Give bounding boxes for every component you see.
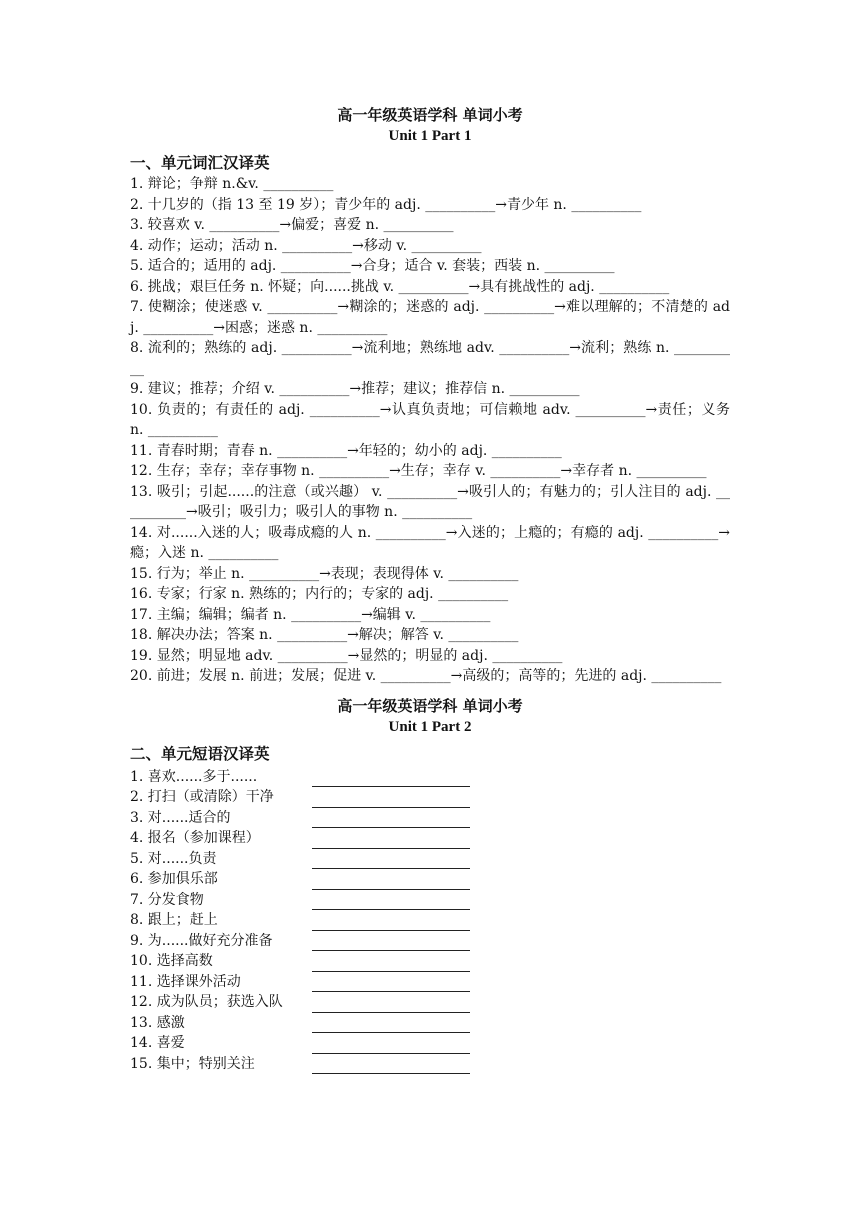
- vocab-list: [130, 174, 730, 687]
- phrase-label: 4. 报名（参加课程）: [130, 830, 260, 846]
- answer-blank[interactable]: [312, 852, 470, 869]
- answer-blank[interactable]: [312, 934, 470, 951]
- phrase-item: [130, 787, 730, 808]
- vocab-item: 18. 解决办法；答案 n. __________→解决；解答 v. __________: [130, 627, 519, 643]
- phrase-label: 12. 成为队员；获选入队: [130, 994, 283, 1010]
- answer-blank[interactable]: [312, 1037, 470, 1054]
- vocab-item: 14. 对......入迷的人；吸毒成瘾的人 n. __________→入迷的；上瘾的；有瘾的 adj. __________→瘾；入迷 n. __________: [130, 524, 730, 561]
- vocab-item: 4. 动作；运动；活动 n. __________→移动 v. __________: [130, 237, 482, 254]
- document-page: [130, 104, 730, 1074]
- phrase-label: 5. 对......负责: [130, 850, 217, 867]
- phrase-list: [130, 767, 730, 1075]
- vocab-item: 1. 辩论；争辩 n.&v. __________: [130, 176, 334, 192]
- quiz-title: 高一年级英语学科 单词小考: [337, 106, 523, 124]
- phrase-item: [130, 890, 730, 911]
- answer-blank[interactable]: [312, 996, 470, 1013]
- answer-blank[interactable]: [312, 811, 470, 828]
- phrase-label: 14. 喜爱: [130, 1035, 185, 1051]
- answer-blank[interactable]: [312, 873, 470, 890]
- answer-blank[interactable]: [312, 975, 470, 992]
- vocab-item: 2. 十几岁的（指 13 至 19 岁）；青少年的 adj. __________→青少年 n. __________: [130, 196, 642, 213]
- part1: [130, 104, 730, 687]
- answer-blank[interactable]: [312, 791, 470, 808]
- vocab-item: 11. 青春时期；青春 n. __________→年轻的；幼小的 adj. __________: [130, 442, 562, 459]
- vocab-item: 5. 适合的；适用的 adj. __________→合身；适合 v. 套装；西装 n. __________: [130, 258, 615, 274]
- phrase-item: [130, 1033, 730, 1054]
- quiz-subtitle: Unit 1 Part 2: [388, 718, 472, 735]
- phrase-label: 10. 选择高数: [130, 953, 213, 969]
- phrase-label: 3. 对......适合的: [130, 809, 231, 826]
- vocab-item: 9. 建议；推荐；介绍 v. __________→推荐；建议；推荐信 n. __________: [130, 381, 580, 397]
- vocab-item: 8. 流利的；熟练的 adj. __________→流利地；熟练地 adv. __________→流利；熟练 n. __________: [130, 340, 730, 377]
- quiz-title: 高一年级英语学科 单词小考: [337, 696, 523, 715]
- phrase-label: 8. 跟上；赶上: [130, 912, 218, 928]
- vocab-item: 7. 使糊涂；使迷惑 v. __________→糊涂的；迷惑的 adj. __________→难以理解的；不清楚的 adj. __________→困惑；迷惑 n. __________: [130, 299, 730, 336]
- phrase-label: 15. 集中；特别关注: [130, 1055, 255, 1072]
- vocab-item: 15. 行为；举止 n. __________→表现；表现得体 v. __________: [130, 565, 519, 582]
- phrase-item: [130, 910, 730, 931]
- section-heading: 一、单元词汇汉译英: [130, 153, 270, 172]
- phrase-label: 13. 感激: [130, 1014, 185, 1031]
- phrase-item: [130, 828, 730, 849]
- phrase-item: [130, 849, 730, 870]
- answer-blank[interactable]: [312, 1057, 470, 1074]
- answer-blank[interactable]: [312, 914, 470, 931]
- section-heading: 二、单元短语汉译英: [130, 743, 270, 763]
- vocab-item: 16. 专家；行家 n. 熟练的；内行的；专家的 adj. __________: [130, 586, 509, 602]
- vocab-item: 17. 主编；编辑；编者 n. __________→编辑 v. __________: [130, 606, 491, 623]
- phrase-item: [130, 808, 730, 829]
- vocab-item: 20. 前进；发展 n. 前进；发展；促进 v. __________→高级的；高等的；先进的 adj. __________: [130, 668, 722, 684]
- vocab-item: 10. 负责的；有责任的 adj. __________→认真负责地；可信赖地 adv. __________→责任；义务 n. __________: [130, 401, 730, 438]
- answer-blank[interactable]: [312, 832, 470, 849]
- phrase-item: [130, 992, 730, 1013]
- answer-blank[interactable]: [312, 770, 470, 787]
- vocab-item: 12. 生存；幸存；幸存事物 n. __________→生存；幸存 v. __________→幸存者 n. __________: [130, 463, 707, 479]
- answer-blank[interactable]: [312, 955, 470, 972]
- phrase-label: 2. 打扫（或清除）干净: [130, 789, 274, 805]
- answer-blank[interactable]: [312, 1016, 470, 1033]
- phrase-label: 11. 选择课外活动: [130, 973, 241, 990]
- phrase-item: [130, 869, 730, 890]
- part2: [130, 695, 730, 1075]
- vocab-item: 13. 吸引；引起......的注意（或兴趣） v. __________→吸引人的；有魅力的；引人注目的 adj. __________→吸引；吸引力；吸引人的事物 n. __________: [130, 483, 730, 520]
- phrase-item: [130, 1013, 730, 1034]
- phrase-item: [130, 931, 730, 952]
- phrase-label: 6. 参加俱乐部: [130, 871, 218, 887]
- phrase-item: [130, 767, 730, 788]
- vocab-item: 3. 较喜欢 v. __________→偏爱；喜爱 n. __________: [130, 217, 454, 233]
- phrase-label: 1. 喜欢......多于......: [130, 768, 258, 785]
- phrase-label: 7. 分发食物: [130, 891, 204, 908]
- vocab-item: 6. 挑战；艰巨任务 n. 怀疑；向......挑战 v. __________→具有挑战性的 adj. __________: [130, 278, 670, 295]
- quiz-subtitle: Unit 1 Part 1: [388, 128, 472, 144]
- phrase-label: 9. 为......做好充分准备: [130, 932, 273, 949]
- vocab-item: 19. 显然；明显地 adv. __________→显然的；明显的 adj. __________: [130, 647, 563, 664]
- answer-blank[interactable]: [312, 893, 470, 910]
- phrase-item: [130, 972, 730, 993]
- phrase-item: [130, 1054, 730, 1075]
- phrase-item: [130, 951, 730, 972]
